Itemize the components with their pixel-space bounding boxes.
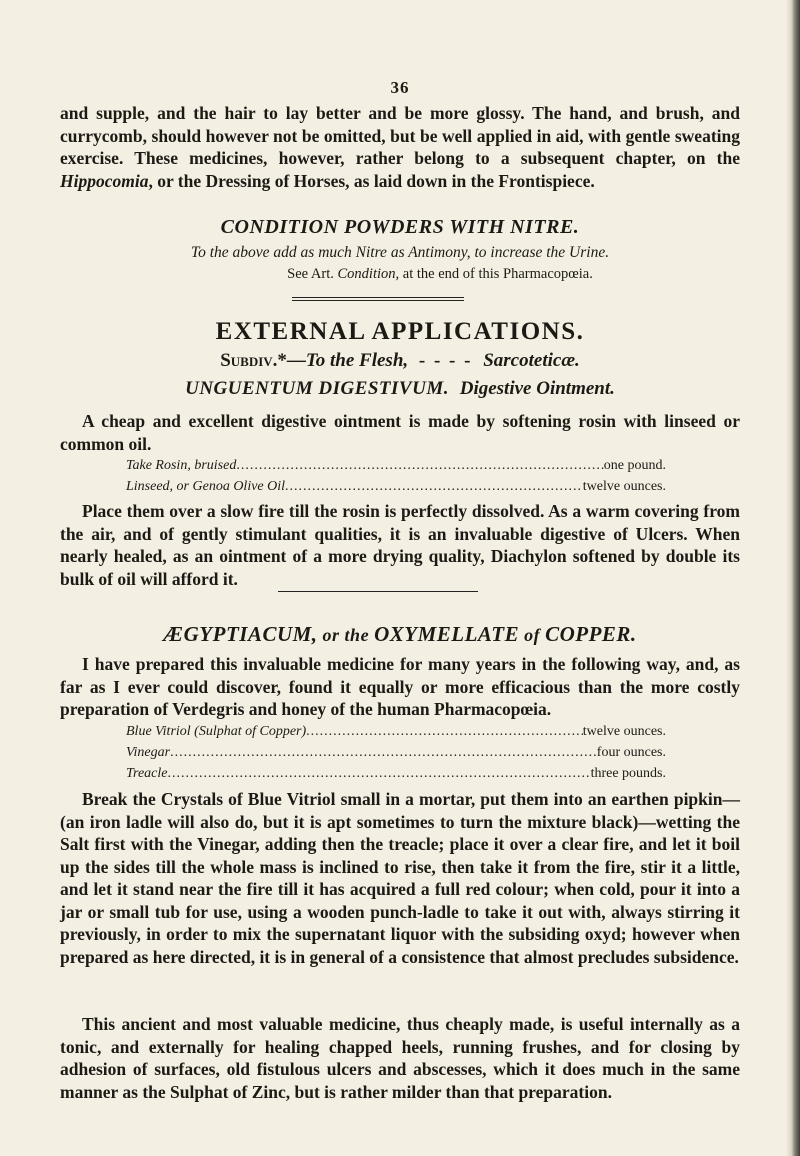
recipe-row: [126, 742, 666, 763]
intro-paragraph: [60, 102, 740, 192]
page-edge-shadow: [786, 0, 800, 1156]
recipe-row: [126, 455, 666, 476]
subdiv-dashes: - - - -: [418, 350, 473, 371]
leader-dots: [236, 455, 603, 476]
subdiv-label: Subdiv.*—: [220, 350, 306, 371]
condition-powders-subtitle: To the above add as much Nitre as Antimony, to increase the Urine.: [190, 244, 610, 261]
title-part: COPPER.: [545, 622, 637, 646]
subdivision-line: [60, 350, 740, 372]
aegyptiacum-para1: I have prepared this invaluable medicine for many years in the following way, and, as far as I ever could discover, found it equally or more efficacious than the more costly preparation of Verdegris and honey of the human Pharmacopœia.: [60, 654, 740, 719]
recipe-item: Vinegar: [126, 745, 171, 760]
subdiv-latin: Sarcoteticæ.: [483, 350, 580, 371]
recipe-amount: four ounces.: [596, 745, 666, 760]
recipe-amount: twelve ounces.: [582, 724, 666, 739]
condition-powders-note: [120, 266, 760, 283]
recipe-item: Take Rosin, bruised: [126, 458, 237, 473]
unguentum-english-title: Digestive Ointment.: [459, 378, 615, 399]
double-rule-divider: [292, 297, 464, 301]
recipe-row: [126, 763, 666, 784]
recipe-row: [126, 721, 666, 742]
recipe-amount: one pound.: [603, 458, 666, 473]
recipe-row: [126, 476, 666, 497]
leader-dots: [170, 742, 597, 763]
unguentum-para1: A cheap and excellent digestive ointment is made by softening rosin with linseed or common oil.: [60, 411, 740, 454]
recipe-item: Blue Vitriol (Sulphat of Copper): [126, 724, 307, 739]
leader-dots: [306, 721, 583, 742]
title-part: OXYMELLATE: [374, 622, 520, 646]
note-prefix: See Art.: [287, 266, 338, 282]
recipe-item: Treacle: [126, 766, 168, 781]
recipe-amount: three pounds.: [590, 766, 666, 781]
unguentum-para2: Place them over a slow fire till the rosin is perfectly dissolved. As a warm covering from the air, and of gently stimulant qualities, it is an invaluable digestive of Ulcers. When nearly healed, as an ointment of a more drying quality, Diachylon softened by double its bulk of oil will afford it.: [60, 501, 740, 589]
title-part: ÆGYPTIACUM,: [163, 622, 318, 646]
page-number: 36: [390, 78, 410, 97]
intro-text-start: and supple, and the hair to lay better and be more glossy. The hand, and brush, and currycomb, should however not be omitted, but be well applied in aid, with gentle sweating exercise. These medicines, however, rather belong to a subsequent chapter, on the: [60, 103, 740, 168]
title-part: or the: [317, 625, 375, 645]
aegyptiacum-para2: Break the Crystals of Blue Vitriol small in a mortar, put them into an earthen pipkin—(an iron ladle will also do, but it is apt sometimes to turn the mixture black)—wetting the Salt first with the Vinegar, adding then the treacle; place it over a clear fire, and let it boil up the sides till the whole mass is inclined to rise, then take it from the fire, stir it a little, and let it stand near the fire till it has acquired a full red colour; when cold, pour it into a jar or small tub for use, using a wooden punch-ladle to take it out with, always stirring it previously, in order to mix the supernatant liquor with the subsiding oxyd; however when prepared as here directed, it is in general of a consistence that almost precludes subsidence.: [60, 789, 740, 967]
aegyptiacum-recipe: [126, 721, 666, 784]
aegyptiacum-title: [60, 622, 740, 647]
condition-powders-title: CONDITION POWDERS WITH NITRE.: [220, 216, 580, 238]
intro-text: [60, 102, 740, 192]
subdiv-topic: To the Flesh,: [305, 350, 409, 371]
note-suffix: at the end of this Pharmacopœia.: [399, 266, 593, 282]
title-part: of: [519, 625, 546, 645]
aegyptiacum-para3: This ancient and most valuable medicine, thus cheaply made, is useful internally as a tonic, and externally for healing chapped heels, running frushes, and for closing by adhesion of surfaces, old fistulous ulcers and abscesses, which it does much in the same manner as the Sulphat of Zinc, but is rather milder than that preparation.: [60, 1014, 740, 1102]
recipe-amount: twelve ounces.: [582, 479, 666, 494]
recipe-item: Linseed, or Genoa Olive Oil: [126, 479, 286, 494]
unguentum-recipe: [126, 455, 666, 497]
unguentum-title: [60, 378, 740, 400]
intro-text-italic: Hippocomia: [60, 170, 149, 191]
leader-dots: [285, 476, 583, 497]
note-italic: Condition,: [337, 266, 400, 282]
intro-text-end: , or the Dressing of Horses, as laid down in the Frontispiece.: [148, 170, 595, 191]
unguentum-latin-title: UNGUENTUM DIGESTIVUM.: [185, 378, 449, 399]
section-rule: [278, 591, 478, 592]
leader-dots: [167, 763, 590, 784]
external-applications-heading: EXTERNAL APPLICATIONS.: [215, 318, 585, 345]
